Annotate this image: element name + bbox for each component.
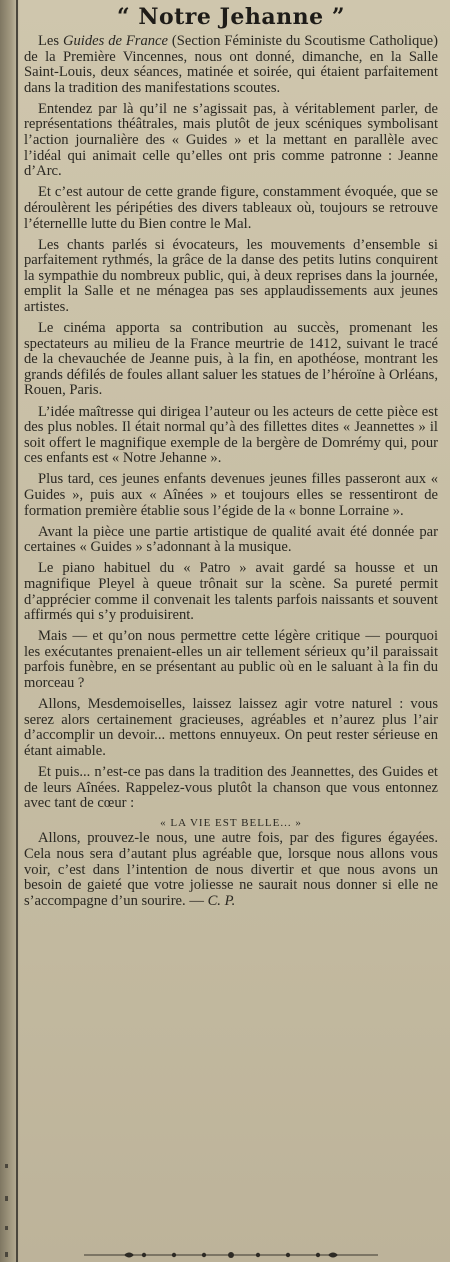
paragraph-2: Entendez par là qu’il ne s’agissait pas, à véritablement parler, de représentations théâtrales, mais plutôt de jeux scéniques symbolisant l’action journalière des « Guides » et la mettant en parallèle avec l’idéal qui animait celle qu’elles ont pris comme patronne : Jeanne d’Arc. <box>24 100 438 180</box>
article-column <box>24 4 438 915</box>
paragraph-11: Allons, Mesdemoiselles, laissez laissez agir votre naturel : vous serez alors certainement gracieuses, agréables et n’aurez plus l’air d’accomplir un devoir... mettons ennuyeux. On peut rester sérieuse en étant aimable. <box>24 696 438 759</box>
article-title: “ Notre Jehanne ” <box>117 4 345 30</box>
paragraph-6: L’idée maîtresse qui dirigea l’auteur ou les acteurs de cette pièce est des plus nobles. Il était normal qu’à des fillettes dites « Jeannettes » il soit offert le magnifique exemple de la bergère de Domrémy qui, pour ces enfants est « Notre Jehanne ». <box>24 403 438 467</box>
paragraph-9: Le piano habituel du « Patro » avait gardé sa housse et un magnifique Pleyel à queue trônait sur la scène. Sa pureté permit d’apprécier comme il convenait les talents parfois naissants et souvent affirmés qui s’y produisirent. <box>24 560 438 624</box>
paragraph-1: Les Guides de France (Section Féministe du Scoutisme Catholique) de la Première Vincennes, nous ont donné, dimanche, en la Salle Saint-Louis, deux séances, matinée et soirée, qui étaient parfaitement dans la tradition des manifestations scoutes. <box>24 33 438 96</box>
paragraph-7: Plus tard, ces jeunes enfants devenues jeunes filles passeront aux « Guides », puis aux « Aînées » et toujours elles se ressentiront de formation première établie sous l’égide de la « bonne Lorraine ». <box>24 471 438 519</box>
song-title: « LA VIE EST BELLE... » <box>160 817 302 830</box>
paragraph-4: Les chants parlés si évocateurs, les mouvements d’ensemble si parfaitement rythmés, la grâce de la danse des petits lutins conquirent la sympathie du nombreux public, qui, à deux reprises dans la journée, emplit la Salle et ne ménagea pas ses applaudissements aux jeunes artistes. <box>24 236 438 315</box>
margin-print-marks <box>2 1160 12 1260</box>
column-rule <box>16 0 18 1262</box>
paragraph-8: Avant la pièce une partie artistique de qualité avait été donnée par certaines « Guides » s’adonnant à la musique. <box>24 523 438 556</box>
decorative-border-ornament <box>24 1249 438 1261</box>
paragraph-3: Et c’est autour de cette grande figure, constamment évoquée, que se déroulèrent les péripéties des divers tableaux où, toujours se retrouve l’éternellle lutte du Bien contre le Mal. <box>24 184 438 232</box>
paragraph-12: Et puis... n’est-ce pas dans la tradition des Jeannettes, des Guides et de leurs Aînées. Rappelez-vous plutôt la chanson que vous entonnez avec tant de cœur : <box>24 764 438 812</box>
paragraph-5: Le cinéma apporta sa contribution au succès, promenant les spectateurs au milieu de la France meurtrie de 1412, suivant le tracé de la chevauchée de Jeanne puis, à la fin, en apothéose, montrant les grands défilés de foules allant saluer les statues de l’héroïne à Orléans, Rouen, Paris. <box>24 320 438 399</box>
organization-name: Guides de France <box>62 33 169 49</box>
paragraph-13: Allons, prouvez-le nous, une autre fois, par des figures égayées. Cela nous sera d’autant plus agréable que, lorsque nous allons vous voir, c’est dans l’intention de nous divertir et que nous avons un besoin de gaieté que votre joliesse ne saurait nous donner si elle ne s’accompagne d’un sourire. — C. P. <box>24 830 438 909</box>
author-signature: C. P. <box>207 892 236 909</box>
paragraph-10: Mais — et qu’on nous permettre cette légère critique — pourquoi les exécutantes prenaient-elles un air tellement sérieux qu’il paraissait parfois funèbre, en se présentant au public où en le saluant à la fin du morceau ? <box>24 628 438 692</box>
